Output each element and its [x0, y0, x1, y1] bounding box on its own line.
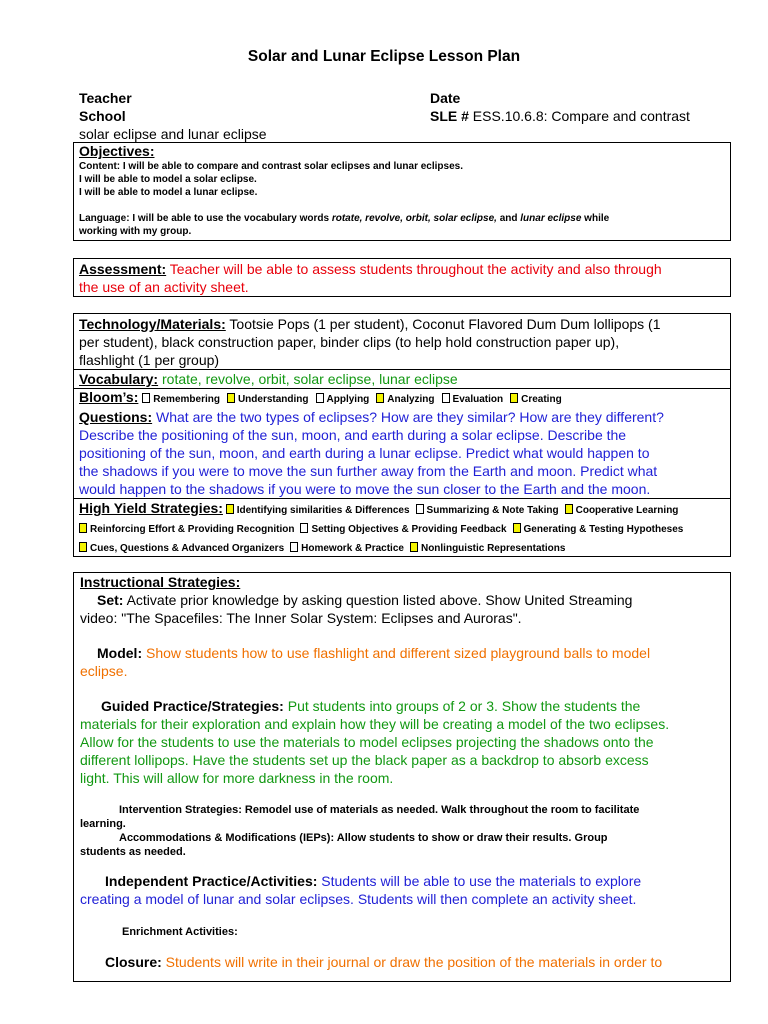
- checkbox-item[interactable]: [290, 543, 404, 554]
- blooms-list: [142, 394, 568, 405]
- materials-text-3: flashlight (1 per group): [79, 352, 220, 368]
- checkbox-icon[interactable]: [142, 393, 150, 403]
- checkbox-label: Identifying similarities & Differences: [236, 505, 410, 516]
- questions-text-3: positioning of the sun, moon, and earth during a lunar eclipse. Predict what would happen to: [79, 445, 650, 461]
- checkbox-item[interactable]: [513, 524, 684, 535]
- checkbox-checked-icon[interactable]: [513, 523, 521, 533]
- materials-text-2: per student), black construction paper, binder clips (to help hold construction paper up),: [79, 334, 620, 350]
- independent-text: Students will be able to use the materials to explore: [317, 873, 642, 889]
- checkbox-item[interactable]: [442, 394, 504, 405]
- questions-text-5: would happen to the shadows if you were to move the sun closer to the Earth and the moon.: [79, 481, 651, 497]
- assessment-box: [73, 258, 731, 297]
- objective-solar: I will be able to model a solar eclipse.: [79, 174, 257, 185]
- checkbox-label: Applying: [326, 394, 370, 405]
- guided-text-2: materials for their exploration and explain how they will be creating a model of the two eclipses.: [80, 716, 670, 732]
- instructional-label: Instructional Strategies:: [80, 574, 241, 590]
- blooms-label: Bloom’s:: [79, 389, 139, 405]
- checkbox-item[interactable]: [79, 524, 294, 535]
- checkbox-label: Cues, Questions & Advanced Organizers: [90, 543, 285, 554]
- checkbox-item[interactable]: [565, 505, 679, 516]
- assessment-label: Assessment:: [79, 261, 167, 277]
- checkbox-item[interactable]: [79, 543, 284, 554]
- objective-language-cont: working with my group.: [79, 226, 192, 237]
- checkbox-item[interactable]: [510, 394, 562, 405]
- vocabulary-label: Vocabulary:: [79, 371, 159, 387]
- checkbox-label: Reinforcing Effort & Providing Recognition: [90, 524, 295, 535]
- checkbox-icon[interactable]: [300, 523, 308, 533]
- questions-text-4: the shadows if you were to move the sun further away from the Earth and moon. Predict what: [79, 463, 658, 479]
- checkbox-checked-icon[interactable]: [226, 504, 234, 514]
- set-text: Activate prior knowledge by asking question listed above. Show United Streaming: [123, 592, 633, 608]
- checkbox-item[interactable]: [226, 505, 410, 516]
- checkbox-icon[interactable]: [442, 393, 450, 403]
- checkbox-label: Understanding: [237, 394, 309, 405]
- instructional-box: [73, 572, 731, 982]
- high-yield-section: [74, 498, 730, 558]
- materials-label: Technology/Materials:: [79, 316, 226, 332]
- checkbox-item[interactable]: [300, 524, 506, 535]
- guided-text-3: Allow for the students to use the materials to model eclipses projecting the shadows onto the: [80, 734, 654, 750]
- checkbox-label: Homework & Practice: [301, 543, 404, 554]
- checkbox-icon[interactable]: [290, 542, 298, 552]
- checkbox-label: Setting Objectives & Providing Feedback: [311, 524, 507, 535]
- checkbox-checked-icon[interactable]: [227, 393, 235, 403]
- vocabulary-row: [74, 369, 730, 388]
- checkbox-label: Cooperative Learning: [575, 505, 679, 516]
- checkbox-label: Generating & Testing Hypotheses: [523, 524, 684, 535]
- closure-label: Closure:: [105, 954, 162, 970]
- checkbox-label: Nonlinguistic Representations: [420, 543, 566, 554]
- questions-label: Questions:: [79, 409, 153, 425]
- checkbox-item[interactable]: [227, 394, 309, 405]
- date-label: Date: [430, 90, 461, 106]
- assessment-text-cont: the use of an activity sheet.: [79, 279, 249, 295]
- guided-label: Guided Practice/Strategies:: [101, 698, 284, 714]
- checkbox-checked-icon[interactable]: [410, 542, 418, 552]
- sle-line: SLE # ESS.10.6.8: Compare and contrast: [430, 108, 690, 124]
- checkbox-item[interactable]: [142, 394, 220, 405]
- guided-text-4: different lollipops. Have the students set up the black paper as a backdrop to absorb excess: [80, 752, 649, 768]
- model-text-2: eclipse.: [80, 663, 128, 679]
- objectives-box: [73, 142, 731, 241]
- guided-text-5: light. This will allow for more darkness in the room.: [80, 770, 394, 786]
- questions-text-2: Describe the positioning of the sun, moon, and earth during a solar eclipse. Describe the: [79, 427, 627, 443]
- enrichment-label: Enrichment Activities:: [122, 926, 238, 938]
- accommodations-text: Accommodations & Modifications (IEPs): Allow students to show or draw their results. Group: [119, 832, 608, 844]
- model-label: Model:: [97, 645, 143, 661]
- closure-text: Students will write in their journal or draw the position of the materials in order to: [161, 954, 663, 970]
- checkbox-label: Remembering: [153, 394, 220, 405]
- materials-box: [73, 313, 731, 557]
- checkbox-checked-icon[interactable]: [79, 523, 87, 533]
- checkbox-icon[interactable]: [416, 504, 424, 514]
- checkbox-checked-icon[interactable]: [79, 542, 87, 552]
- page-title: Solar and Lunar Eclipse Lesson Plan: [247, 48, 521, 65]
- checkbox-checked-icon[interactable]: [376, 393, 384, 403]
- guided-text: Put students into groups of 2 or 3. Show the students the: [283, 698, 641, 714]
- set-text-2: video: "The Spacefiles: The Inner Solar System: Eclipses and Auroras".: [80, 610, 522, 626]
- checkbox-label: Analyzing: [387, 394, 435, 405]
- vocabulary-text: rotate, revolve, orbit, solar eclipse, lunar eclipse: [158, 371, 458, 387]
- high-yield-label: High Yield Strategies:: [79, 500, 223, 516]
- materials-text: Tootsie Pops (1 per student), Coconut Flavored Dum Dum lollipops (1: [225, 316, 661, 332]
- accommodations-text-2: students as needed.: [80, 846, 186, 858]
- school-label: School: [79, 108, 126, 124]
- checkbox-label: Evaluation: [452, 394, 504, 405]
- independent-text-2: creating a model of lunar and solar eclipses. Students will then complete an activity sheet.: [80, 891, 637, 907]
- objective-content: Content: I will be able to compare and contrast solar eclipses and lunar eclipses.: [79, 161, 463, 172]
- checkbox-checked-icon[interactable]: [510, 393, 518, 403]
- checkbox-label: Creating: [521, 394, 562, 405]
- intervention-text: Intervention Strategies: Remodel use of materials as needed. Walk throughout the room to facilitate: [119, 804, 640, 816]
- assessment-text: Teacher will be able to assess students throughout the activity and also through: [166, 261, 662, 277]
- checkbox-item[interactable]: [316, 394, 370, 405]
- checkbox-item[interactable]: [410, 543, 565, 554]
- checkbox-item[interactable]: [416, 505, 559, 516]
- independent-label: Independent Practice/Activities:: [105, 873, 318, 889]
- model-text: Show students how to use flashlight and different sized playground balls to model: [142, 645, 651, 661]
- checkbox-checked-icon[interactable]: [565, 504, 573, 514]
- blooms-questions: [74, 388, 730, 498]
- intervention-text-2: learning.: [80, 818, 126, 830]
- checkbox-icon[interactable]: [316, 393, 324, 403]
- checkbox-item[interactable]: [376, 394, 434, 405]
- set-label: Set:: [97, 592, 124, 608]
- objective-language: Language: I will be able to use the vocabulary words rotate, revolve, orbit, solar eclipse, and lunar eclipse while: [79, 213, 610, 224]
- sle-continued: solar eclipse and lunar eclipse: [79, 126, 267, 142]
- teacher-label: Teacher: [79, 90, 132, 106]
- checkbox-label: Summarizing & Note Taking: [426, 505, 559, 516]
- objectives-label: Objectives:: [79, 143, 155, 159]
- questions-text: What are the two types of eclipses? How are they similar? How are they different?: [152, 409, 664, 425]
- objective-lunar: I will be able to model a lunar eclipse.: [79, 187, 258, 198]
